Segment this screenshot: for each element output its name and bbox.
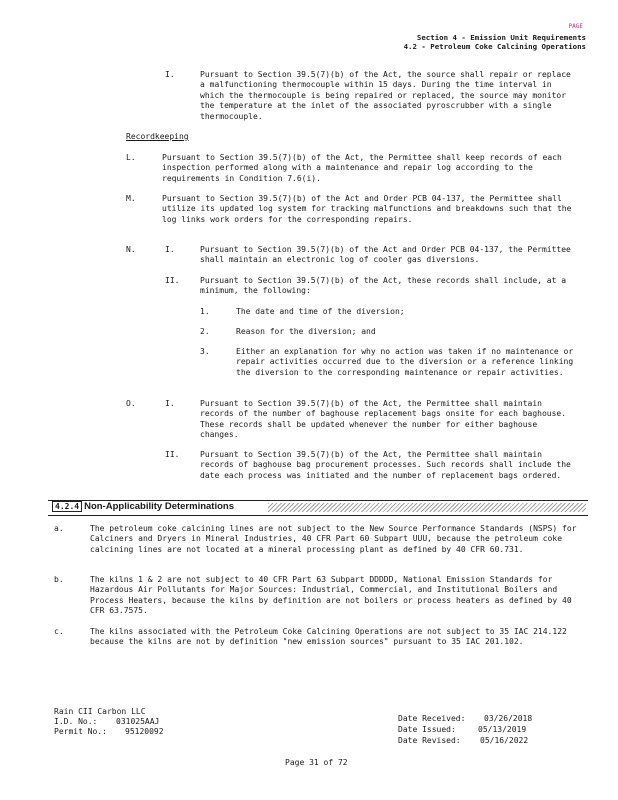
nonapp-a-label: a. [54, 524, 64, 533]
nonapp-b-text: The kilns 1 & 2 are not subject to 40 CFR Part 63 Subpart DDDDD, National Emission Standards for Hazardous Air Pollutants for Major Sources: Industrial, Commercial, and Institutional Boilers and Process Heaters, because the kilns by definition are not boilers or process heaters as defined by 40 CFR 63.7575. [90, 575, 572, 616]
header-subsection-title: 4.2 - Petroleum Coke Calcining Operations [403, 42, 586, 51]
item-l-label: L. [126, 153, 136, 162]
page-stamp: PAGE [568, 23, 583, 30]
footer-company: Rain CII Carbon LLC [54, 707, 146, 716]
item-o-ii-label: II. [165, 450, 180, 459]
item-o-i-text: Pursuant to Section 39.5(7)(b) of the Act, the Permittee shall maintain records of the number of baghouse replacement bags onsite for each baghouse. These records shall be updated whenever the number for either baghouse changes. [200, 399, 567, 440]
item-n-ii-text: Pursuant to Section 39.5(7)(b) of the Act, these records shall include, at a minimum, the following: [200, 276, 567, 296]
section-heading-hatch [268, 503, 586, 512]
item-o-label: O. [126, 399, 136, 408]
item-n-sub-1-text: The date and time of the diversion; [236, 307, 405, 316]
item-k-i-label: I. [165, 70, 175, 79]
recordkeeping-heading: Recordkeeping [126, 132, 189, 141]
page-number: Page 31 of 72 [285, 758, 348, 767]
footer-permit-label: Permit No.: [54, 727, 107, 736]
item-n-sub-1-label: 1. [200, 307, 210, 316]
item-n-ii-label: II. [165, 276, 180, 285]
item-n-sub-2-label: 2. [200, 327, 210, 336]
section-heading [52, 502, 236, 512]
header-section-title: Section 4 - Emission Unit Requirements [416, 33, 586, 42]
footer-permit-value: 95120092 [125, 727, 164, 736]
nonapp-c-text: The kilns associated with the Petroleum Coke Calcining Operations are not subject to 35 IAC 214.122 because the kilns are not by definition "new emission sources" pursuant to 35 IAC 201.102. [90, 627, 567, 647]
footer-received-label: Date Received: [398, 714, 466, 723]
item-o-i-label: I. [165, 399, 175, 408]
section-title: Non-Applicability Determinations [84, 501, 234, 512]
footer-issued-value: 05/13/2019 [478, 725, 527, 734]
footer-id-label: I.D. No.: [54, 717, 98, 726]
item-n-sub-3-label: 3. [200, 347, 210, 356]
footer-revised-label: Date Revised: [398, 736, 461, 745]
nonapp-b-label: b. [54, 575, 64, 584]
item-o-ii-text: Pursuant to Section 39.5(7)(b) of the Act, the Permittee shall maintain records of baghouse bag procurement processes. Such records shall include the date each process was initiated and the number of replacement bags ordered. [200, 450, 571, 480]
item-k-i-text: Pursuant to Section 39.5(7)(b) of the Act, the source shall repair or replace a malfunctioning thermocouple within 15 days. During the time interval in which the thermocouple is being repaired or replaced, the source may monitor the temperature at the inlet of the associated pyroscrubber with a single thermocouple. [200, 70, 571, 121]
nonapp-c-label: c. [54, 627, 64, 636]
nonapp-a-text: The petroleum coke calcining lines are not subject to the New Source Performance Standards (NSPS) for Calciners and Dryers in Mineral Industries, 40 CFR Part 60 Subpart UUU, because the petroleum coke calcining lines are not located at a mineral processing plant as defined by 40 CFR 60.731. [90, 524, 577, 554]
section-number: 4.2.4 [52, 501, 82, 512]
item-n-label: N. [126, 245, 136, 254]
item-n-i-label: I. [165, 245, 175, 254]
footer-received-value: 03/26/2018 [484, 714, 533, 723]
item-n-sub-2-text: Reason for the diversion; and [236, 327, 376, 336]
footer-issued-label: Date Issued: [398, 725, 456, 734]
item-n-i-text: Pursuant to Section 39.5(7)(b) of the Act and Order PCB 04-137, the Permittee shall maintain an electronic log of cooler gas diversions. [200, 245, 571, 265]
item-m-label: M. [126, 194, 136, 203]
item-m-text: Pursuant to Section 39.5(7)(b) of the Act and Order PCB 04-137, the Permittee shall utilize its updated log system for tracking malfunctions and breakdowns such that the log links work orders for the corresponding repairs. [162, 194, 572, 224]
footer-revised-value: 05/16/2022 [480, 736, 529, 745]
footer-id-value: 031025AAJ [116, 717, 160, 726]
item-n-sub-3-text: Either an explanation for why no action was taken if no maintenance or repair activities occurred due to the diversion or a reference linking the diversion to the corresponding maintenance or repair activities. [236, 347, 574, 377]
item-l-text: Pursuant to Section 39.5(7)(b) of the Act, the Permittee shall keep records of each inspection performed along with a maintenance and repair log according to the requirements in Condition 7.6(i). [162, 153, 562, 183]
